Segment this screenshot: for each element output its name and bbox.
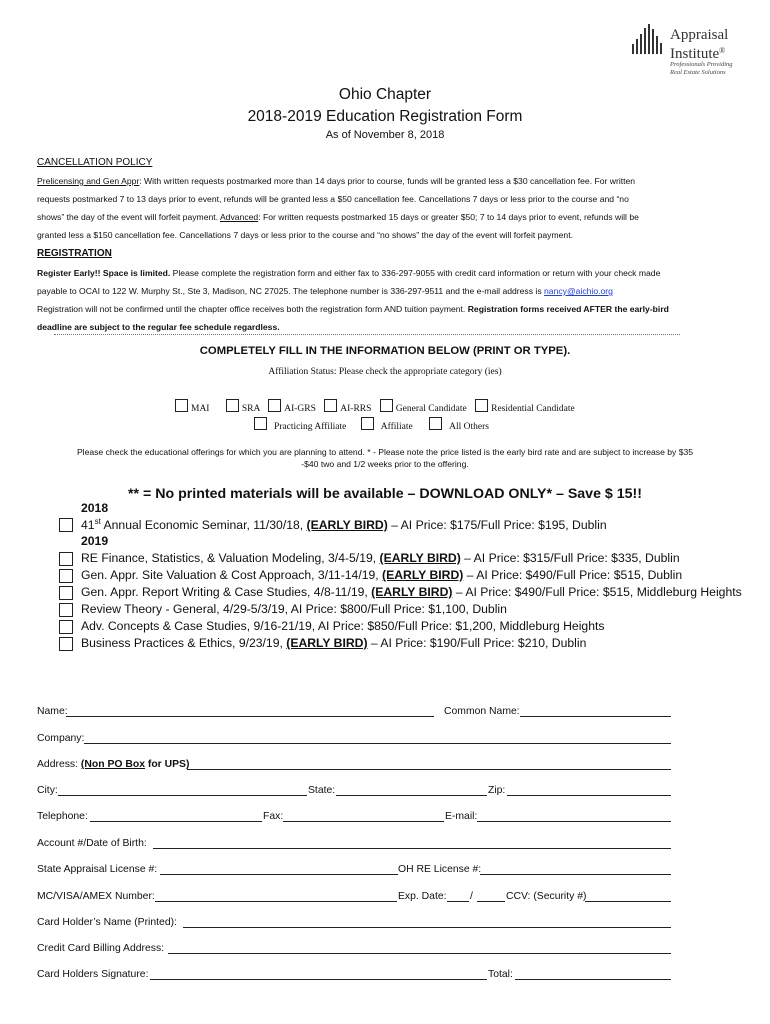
email-field[interactable] <box>477 821 671 822</box>
name-field[interactable] <box>66 716 434 717</box>
cancellation-line-1: Prelicensing and Gen Appr: With written requests postmarked more than 14 days prior to course, funds will be granted less a $30 cancellation fee. For written <box>37 176 636 186</box>
state-license-label: State Appraisal License #: <box>37 864 158 875</box>
telephone-label: Telephone: <box>37 811 88 822</box>
ccv-label: CCV: (Security #) <box>506 891 587 902</box>
course-2: Gen. Appr. Site Valuation & Cost Approach, 3/11-14/19, (EARLY BIRD) – AI Price: $490/Full Price: $515, Dublin <box>81 568 683 582</box>
course-checkbox-2[interactable] <box>59 569 73 583</box>
exp-year-field[interactable] <box>477 901 505 902</box>
company-field[interactable] <box>84 743 671 744</box>
checkbox[interactable] <box>361 417 374 430</box>
year-2019: 2019 <box>81 534 109 548</box>
cancellation-heading: CANCELLATION POLICY <box>37 157 153 168</box>
form-title: 2018-2019 Education Registration Form <box>247 108 523 125</box>
total-label: Total: <box>488 969 513 980</box>
course-5: Adv. Concepts & Case Studies, 9/16-21/19, AI Price: $850/Full Price: $1,200, Middleburg Heights <box>81 619 605 633</box>
registration-line-3: Registration will not be confirmed until the chapter office receives both the registration form AND tuition payment. Registration forms received AFTER the early-bird <box>37 304 669 314</box>
form-date: As of November 8, 2018 <box>325 129 445 141</box>
affiliation-practicing-affiliate[interactable]: Practicing Affiliate <box>254 422 346 432</box>
billing-address-label: Credit Card Billing Address: <box>37 943 165 954</box>
fax-field[interactable] <box>283 821 444 822</box>
course-3: Gen. Appr. Report Writing & Case Studies, 4/8-11/19, (EARLY BIRD) – AI Price: $490/Full Price: $515, Middleburg Heights <box>81 585 742 599</box>
city-label: City: <box>37 785 58 796</box>
email-label: E-mail: <box>445 811 478 822</box>
account-field[interactable] <box>153 848 671 849</box>
fax-label: Fax: <box>263 811 284 822</box>
checkbox[interactable] <box>175 399 188 412</box>
city-field[interactable] <box>58 795 307 796</box>
ccv-field[interactable] <box>585 901 671 902</box>
course-checkbox-1[interactable] <box>59 552 73 566</box>
course-checkbox-0[interactable] <box>59 518 73 532</box>
registration-heading: REGISTRATION <box>37 248 112 259</box>
logo-name: Appraisal Institute® <box>670 27 729 62</box>
course-checkbox-3[interactable] <box>59 586 73 600</box>
affiliation-ai-grs[interactable]: AI-GRS <box>268 404 316 414</box>
building-bars-icon <box>630 24 666 54</box>
course-0: 41st Annual Economic Seminar, 11/30/18, (EARLY BIRD) – AI Price: $175/Full Price: $195, Dublin <box>81 517 607 533</box>
email-link[interactable]: nancy@aichio.org <box>544 286 613 296</box>
zip-label: Zip: <box>488 785 506 796</box>
affiliation-general-candidate[interactable]: General Candidate <box>380 404 467 414</box>
download-only-banner: ** = No printed materials will be available – DOWNLOAD ONLY* – Save $ 15!! <box>128 486 642 502</box>
checkbox[interactable] <box>429 417 442 430</box>
offering-note-2: -$40 two and 1/2 weeks prior to the offering. <box>301 459 469 469</box>
oh-license-field[interactable] <box>480 874 671 875</box>
registration-line-2: payable to OCAI to 122 W. Murphy St., Ste 3, Madison, NC 27025. The telephone number is 336-297-9511 and the e-mail address is nancy@aichio.org <box>37 286 613 296</box>
total-field[interactable] <box>515 979 671 980</box>
affiliation-mai[interactable]: MAI <box>175 404 209 414</box>
card-holder-label: Card Holder’s Name (Printed): <box>37 917 177 928</box>
section-divider <box>54 334 680 335</box>
offering-note-1: Please check the educational offerings for which you are planning to attend. * - Please note the price listed is the early bird rate and are subject to increase by $35 <box>76 447 694 457</box>
affiliation-residential-candidate[interactable]: Residential Candidate <box>475 404 575 414</box>
checkbox[interactable] <box>254 417 267 430</box>
course-6: Business Practices & Ethics, 9/23/19, (EARLY BIRD) – AI Price: $190/Full Price: $210, Dublin <box>81 636 587 650</box>
signature-label: Card Holders Signature: <box>37 969 149 980</box>
address-label: Address: (Non PO Box for UPS) <box>37 759 190 770</box>
card-number-field[interactable] <box>155 901 397 902</box>
affiliation-affiliate[interactable]: Affiliate <box>361 422 413 432</box>
affiliation-prompt: Affiliation Status: Please check the appropriate category (ies) <box>268 367 502 377</box>
account-label: Account #/Date of Birth: <box>37 838 147 849</box>
course-checkbox-5[interactable] <box>59 620 73 634</box>
address-field[interactable] <box>187 769 671 770</box>
oh-license-label: OH RE License #: <box>398 864 482 875</box>
card-holder-field[interactable] <box>183 927 671 928</box>
telephone-field[interactable] <box>90 821 262 822</box>
logo-tagline: Professionals Providing Real Estate Solutions <box>670 61 733 76</box>
course-checkbox-4[interactable] <box>59 603 73 617</box>
state-label: State: <box>308 785 336 796</box>
state-field[interactable] <box>336 795 487 796</box>
affiliation-all-others[interactable]: All Others <box>429 422 489 432</box>
state-license-field[interactable] <box>160 874 398 875</box>
company-label: Company: <box>37 733 85 744</box>
card-number-label: MC/VISA/AMEX Number: <box>37 891 155 902</box>
billing-address-field[interactable] <box>168 953 671 954</box>
zip-field[interactable] <box>507 795 671 796</box>
fill-instruction: COMPLETELY FILL IN THE INFORMATION BELOW (PRINT OR TYPE). <box>199 345 571 357</box>
affiliation-row-2 <box>254 417 489 432</box>
cancellation-line-2: requests postmarked 7 to 13 days prior to event, refunds will be granted less a $50 cancellation fee. Cancellations 7 days or less prior to the course and “no <box>37 194 629 204</box>
common-name-label: Common Name: <box>444 706 520 717</box>
course-4: Review Theory - General, 4/29-5/3/19, AI Price: $800/Full Price: $1,100, Dublin <box>81 602 507 616</box>
name-label: Name: <box>37 706 68 717</box>
signature-field[interactable] <box>150 979 487 980</box>
chapter-title: Ohio Chapter <box>338 86 432 103</box>
checkbox[interactable] <box>475 399 488 412</box>
checkbox[interactable] <box>268 399 281 412</box>
year-2018: 2018 <box>81 501 109 515</box>
checkbox[interactable] <box>380 399 393 412</box>
common-name-field[interactable] <box>520 716 671 717</box>
exp-month-field[interactable] <box>447 901 469 902</box>
exp-slash: / <box>470 891 473 902</box>
checkbox[interactable] <box>324 399 337 412</box>
affiliation-row-1 <box>175 399 575 414</box>
course-checkbox-6[interactable] <box>59 637 73 651</box>
cancellation-line-4: granted less a $150 cancellation fee. Cancellations 7 days or less prior to the course and “no shows” the day of the event will forfeit payment. <box>37 230 573 240</box>
registration-line-1: Register Early!! Space is limited. Please complete the registration form and either fax to 336-297-9055 with credit card information or return with your check made <box>37 268 661 278</box>
course-1: RE Finance, Statistics, & Valuation Modeling, 3/4-5/19, (EARLY BIRD) – AI Price: $315/Full Price: $335, Dublin <box>81 551 680 565</box>
checkbox[interactable] <box>226 399 239 412</box>
affiliation-sra[interactable]: SRA <box>226 404 260 414</box>
affiliation-ai-rrs[interactable]: AI-RRS <box>324 404 371 414</box>
registration-line-4: deadline are subject to the regular fee schedule regardless. <box>37 322 280 332</box>
exp-date-label: Exp. Date: <box>398 891 447 902</box>
cancellation-line-3: shows” the day of the event will forfeit payment. Advanced: For written requests postmarked 15 days or greater $50; 7 to 14 days prior to event, refunds will be <box>37 212 639 222</box>
